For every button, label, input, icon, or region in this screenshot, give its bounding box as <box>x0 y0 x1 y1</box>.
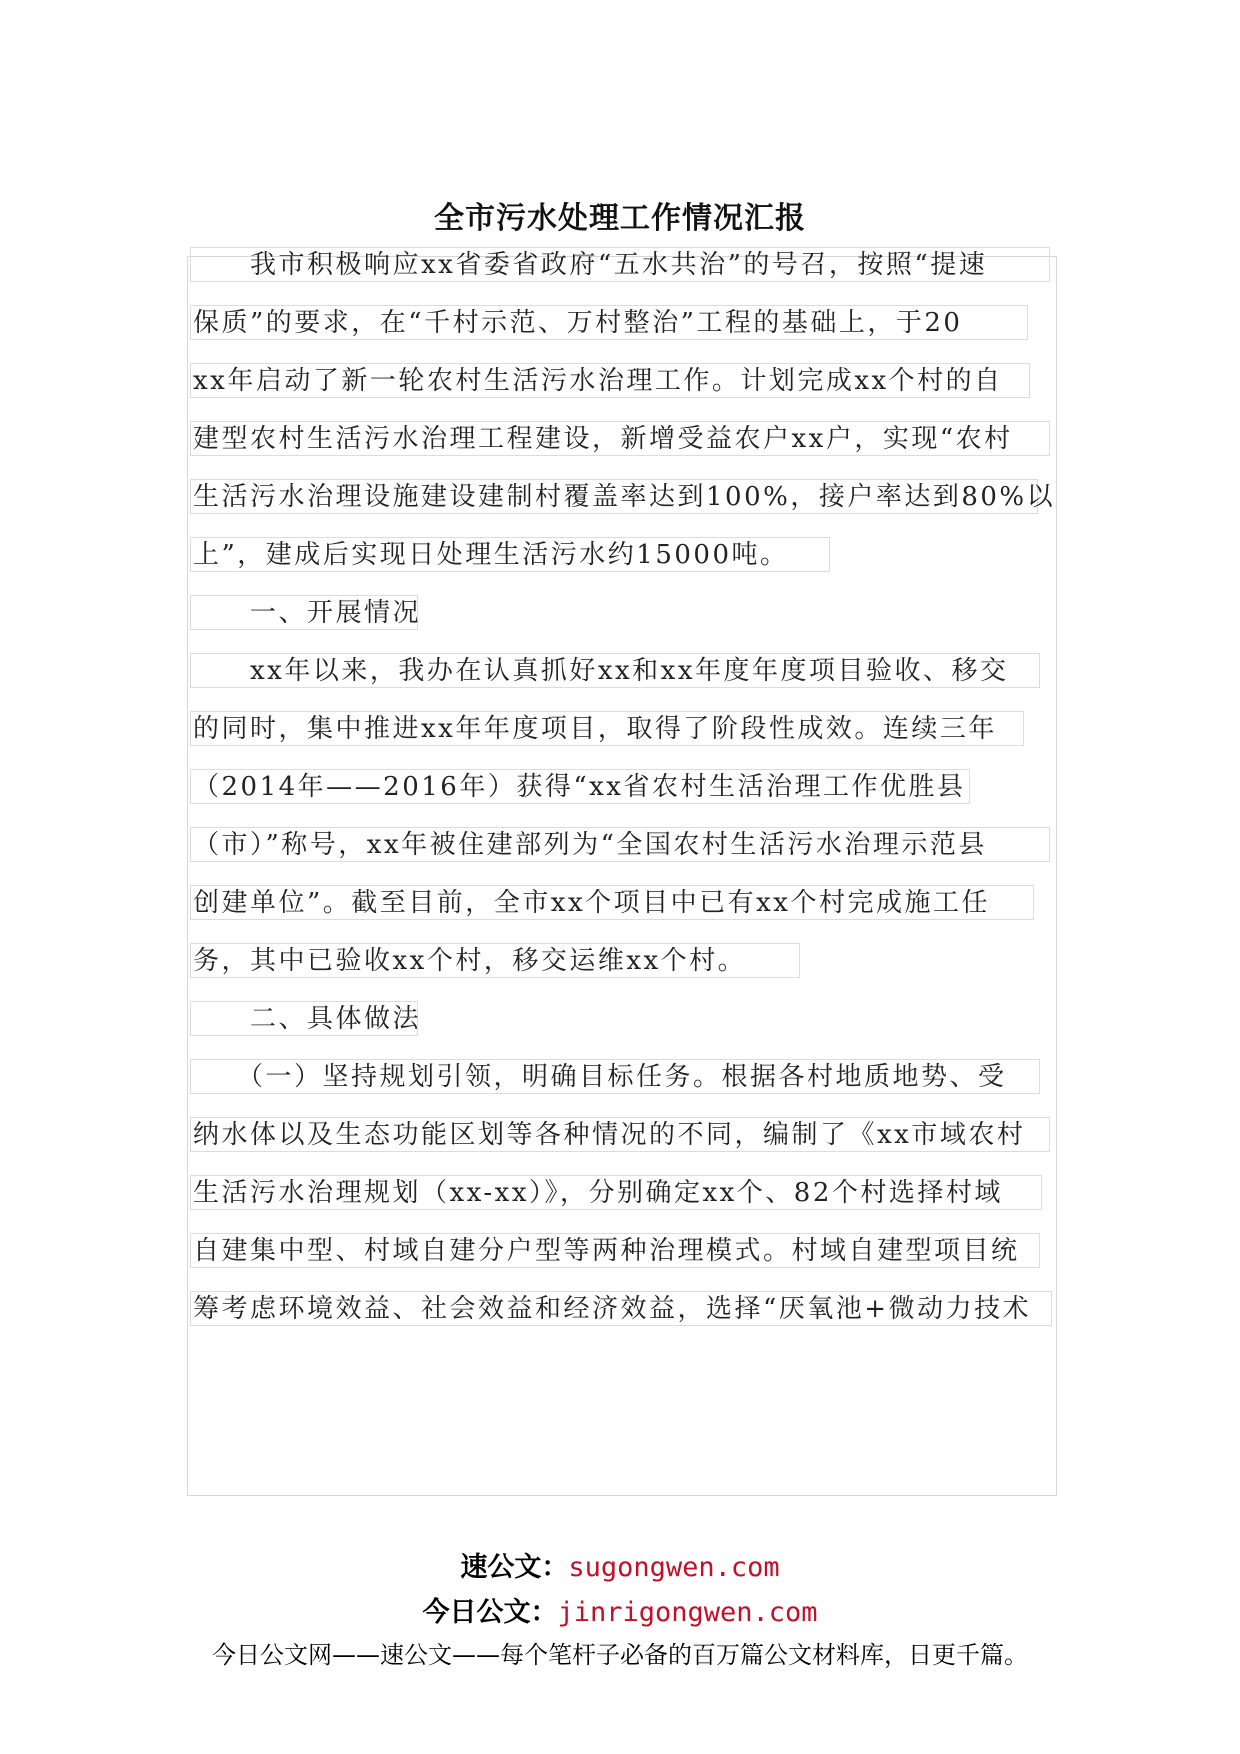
body-line: 生活污水治理规划（xx-xx）》，分别确定xx个、82个村选择村域 <box>190 1175 1042 1210</box>
body-line: 保质”的要求，在“千村示范、万村整治”工程的基础上，于20 <box>190 305 1028 340</box>
body-line: 创建单位”。截至目前，全市xx个项目中已有xx个村完成施工任 <box>190 885 1034 920</box>
body-line: （市）”称号，xx年被住建部列为“全国农村生活污水治理示范县 <box>190 827 1050 862</box>
body-line: xx年启动了新一轮农村生活污水治理工作。计划完成xx个村的自 <box>190 363 1030 398</box>
section-heading: 二、具体做法 <box>190 1001 418 1036</box>
footer-sugongwen <box>0 1545 1240 1584</box>
body-line: 建型农村生活污水治理工程建设，新增受益农户xx户，实现“农村 <box>190 421 1050 456</box>
body-line: 筹考虑环境效益、社会效益和经济效益，选择“厌氧池+微动力技术 <box>190 1291 1052 1326</box>
sugongwen-link[interactable]: sugongwen.com <box>568 1552 780 1583</box>
body-line: （2014年——2016年）获得“xx省农村生活治理工作优胜县 <box>190 769 970 804</box>
footer-jinrigongwen <box>0 1590 1240 1629</box>
body-line: 我市积极响应xx省委省政府“五水共治”的号召，按照“提速 <box>190 247 1050 282</box>
body-line: 上”，建成后实现日处理生活污水约15000吨。 <box>190 537 830 572</box>
footer-label: 速公文： <box>460 1552 569 1583</box>
footer-label: 今日公文： <box>422 1597 558 1628</box>
body-line: 生活污水治理设施建设建制村覆盖率达到100%，接户率达到80%以 <box>190 479 1038 514</box>
body-line: 自建集中型、村域自建分户型等两种治理模式。村域自建型项目统 <box>190 1233 1040 1268</box>
document-title: 全市污水处理工作情况汇报 <box>434 201 806 236</box>
body-line: 的同时，集中推进xx年年度项目，取得了阶段性成效。连续三年 <box>190 711 1024 746</box>
body-line: 纳水体以及生态功能区划等各种情况的不同，编制了《xx市域农村 <box>190 1117 1050 1152</box>
section-heading: 一、开展情况 <box>190 595 418 630</box>
body-line: （一）坚持规划引领，明确目标任务。根据各村地质地势、受 <box>190 1059 1040 1094</box>
body-line: xx年以来，我办在认真抓好xx和xx年度年度项目验收、移交 <box>190 653 1040 688</box>
body-line: 务，其中已验收xx个村，移交运维xx个村。 <box>190 943 800 978</box>
footer-slogan: 今日公文网——速公文——每个笔杆子必备的百万篇公文材料库，日更千篇。 <box>212 1641 1028 1669</box>
jinrigongwen-link[interactable]: jinrigongwen.com <box>557 1597 818 1628</box>
